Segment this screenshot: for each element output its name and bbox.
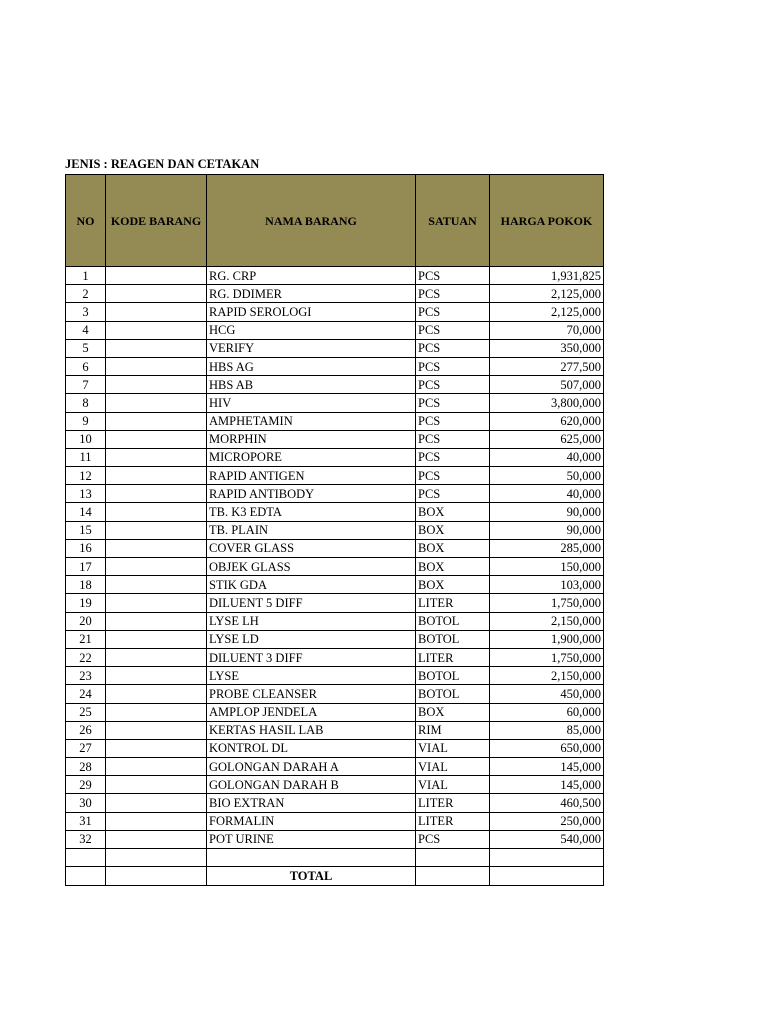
cell-no: 27 (66, 739, 106, 757)
cell-harga-pokok: 1,900,000 (490, 630, 604, 648)
cell-harga-pokok: 460,500 (490, 794, 604, 812)
cell-harga-pokok: 350,000 (490, 339, 604, 357)
cell-nama-barang: RAPID ANTIGEN (207, 467, 416, 485)
table-row (66, 685, 604, 703)
table-row (66, 521, 604, 539)
table-row (66, 758, 604, 776)
cell-kode-barang (106, 830, 207, 848)
cell-satuan: PCS (416, 376, 490, 394)
cell-kode-barang (106, 594, 207, 612)
cell-kode-barang (106, 467, 207, 485)
cell-satuan: LITER (416, 812, 490, 830)
table-row (66, 412, 604, 430)
cell-satuan: PCS (416, 448, 490, 466)
table-row (66, 430, 604, 448)
blank-cell (106, 849, 207, 867)
cell-harga-pokok: 250,000 (490, 812, 604, 830)
table-row (66, 357, 604, 375)
cell-nama-barang: LYSE LH (207, 612, 416, 630)
cell-harga-pokok: 2,125,000 (490, 303, 604, 321)
cell-nama-barang: PROBE CLEANSER (207, 685, 416, 703)
table-row (66, 739, 604, 757)
cell-nama-barang: RG. CRP (207, 267, 416, 285)
cell-harga-pokok: 2,150,000 (490, 667, 604, 685)
cell-satuan: PCS (416, 339, 490, 357)
cell-nama-barang: DILUENT 5 DIFF (207, 594, 416, 612)
total-cell-kode (106, 867, 207, 886)
cell-satuan: VIAL (416, 776, 490, 794)
table-row (66, 812, 604, 830)
cell-no: 26 (66, 721, 106, 739)
cell-harga-pokok: 145,000 (490, 758, 604, 776)
total-cell-harga (490, 867, 604, 886)
cell-satuan: BOX (416, 539, 490, 557)
cell-nama-barang: OBJEK GLASS (207, 558, 416, 576)
cell-no: 14 (66, 503, 106, 521)
cell-harga-pokok: 3,800,000 (490, 394, 604, 412)
cell-harga-pokok: 150,000 (490, 558, 604, 576)
cell-kode-barang (106, 758, 207, 776)
cell-kode-barang (106, 739, 207, 757)
table-row (66, 467, 604, 485)
cell-satuan: BOX (416, 503, 490, 521)
total-cell-no (66, 867, 106, 886)
table-row (66, 376, 604, 394)
cell-satuan: BOTOL (416, 685, 490, 703)
blank-row (66, 849, 604, 867)
cell-kode-barang (106, 667, 207, 685)
cell-kode-barang (106, 558, 207, 576)
table-row (66, 485, 604, 503)
cell-harga-pokok: 60,000 (490, 703, 604, 721)
cell-nama-barang: RG. DDIMER (207, 285, 416, 303)
table-row (66, 303, 604, 321)
cell-harga-pokok: 90,000 (490, 503, 604, 521)
cell-no: 22 (66, 648, 106, 666)
table-row (66, 703, 604, 721)
blank-cell (207, 849, 416, 867)
cell-nama-barang: LYSE LD (207, 630, 416, 648)
cell-harga-pokok: 620,000 (490, 412, 604, 430)
cell-kode-barang (106, 630, 207, 648)
table-row (66, 794, 604, 812)
cell-nama-barang: MORPHIN (207, 430, 416, 448)
sheet-heading: JENIS : REAGEN DAN CETAKAN (65, 157, 260, 171)
cell-kode-barang (106, 612, 207, 630)
cell-satuan: BOX (416, 703, 490, 721)
cell-satuan: PCS (416, 830, 490, 848)
table-row (66, 448, 604, 466)
table-row (66, 558, 604, 576)
cell-nama-barang: STIK GDA (207, 576, 416, 594)
cell-harga-pokok: 1,931,825 (490, 267, 604, 285)
cell-nama-barang: HBS AG (207, 357, 416, 375)
cell-harga-pokok: 50,000 (490, 467, 604, 485)
price-table (65, 174, 604, 886)
cell-no: 19 (66, 594, 106, 612)
cell-no: 2 (66, 285, 106, 303)
cell-kode-barang (106, 521, 207, 539)
cell-satuan: PCS (416, 412, 490, 430)
cell-satuan: LITER (416, 594, 490, 612)
cell-nama-barang: VERIFY (207, 339, 416, 357)
cell-nama-barang: FORMALIN (207, 812, 416, 830)
cell-harga-pokok: 540,000 (490, 830, 604, 848)
cell-nama-barang: TB. PLAIN (207, 521, 416, 539)
cell-harga-pokok: 85,000 (490, 721, 604, 739)
cell-satuan: PCS (416, 467, 490, 485)
cell-harga-pokok: 2,150,000 (490, 612, 604, 630)
cell-no: 9 (66, 412, 106, 430)
table-row (66, 503, 604, 521)
cell-kode-barang (106, 394, 207, 412)
cell-harga-pokok: 625,000 (490, 430, 604, 448)
table-row (66, 721, 604, 739)
cell-nama-barang: DILUENT 3 DIFF (207, 648, 416, 666)
cell-kode-barang (106, 794, 207, 812)
cell-harga-pokok: 70,000 (490, 321, 604, 339)
cell-no: 1 (66, 267, 106, 285)
cell-nama-barang: KONTROL DL (207, 739, 416, 757)
cell-no: 5 (66, 339, 106, 357)
cell-harga-pokok: 507,000 (490, 376, 604, 394)
cell-nama-barang: POT URINE (207, 830, 416, 848)
table-row (66, 667, 604, 685)
cell-nama-barang: GOLONGAN DARAH A (207, 758, 416, 776)
cell-satuan: PCS (416, 485, 490, 503)
cell-nama-barang: GOLONGAN DARAH B (207, 776, 416, 794)
table-row (66, 648, 604, 666)
blank-cell (66, 849, 106, 867)
cell-satuan: PCS (416, 357, 490, 375)
cell-harga-pokok: 40,000 (490, 485, 604, 503)
cell-no: 4 (66, 321, 106, 339)
table-row (66, 394, 604, 412)
cell-kode-barang (106, 267, 207, 285)
cell-no: 17 (66, 558, 106, 576)
cell-satuan: PCS (416, 267, 490, 285)
column-header-harga-pokok: HARGA POKOK (490, 175, 604, 267)
cell-no: 31 (66, 812, 106, 830)
cell-no: 12 (66, 467, 106, 485)
cell-no: 11 (66, 448, 106, 466)
total-row (66, 867, 604, 886)
cell-kode-barang (106, 321, 207, 339)
cell-satuan: BOX (416, 576, 490, 594)
cell-no: 24 (66, 685, 106, 703)
column-header-kode-barang: KODE BARANG (106, 175, 207, 267)
cell-kode-barang (106, 503, 207, 521)
cell-no: 23 (66, 667, 106, 685)
cell-no: 13 (66, 485, 106, 503)
cell-no: 3 (66, 303, 106, 321)
cell-satuan: PCS (416, 321, 490, 339)
cell-nama-barang: MICROPORE (207, 448, 416, 466)
cell-no: 21 (66, 630, 106, 648)
column-header-nama-barang: NAMA BARANG (207, 175, 416, 267)
blank-cell (490, 849, 604, 867)
cell-satuan: PCS (416, 285, 490, 303)
cell-harga-pokok: 90,000 (490, 521, 604, 539)
cell-no: 16 (66, 539, 106, 557)
cell-nama-barang: AMPLOP JENDELA (207, 703, 416, 721)
cell-kode-barang (106, 303, 207, 321)
cell-harga-pokok: 2,125,000 (490, 285, 604, 303)
cell-nama-barang: TB. K3 EDTA (207, 503, 416, 521)
cell-kode-barang (106, 685, 207, 703)
cell-satuan: PCS (416, 303, 490, 321)
cell-kode-barang (106, 485, 207, 503)
cell-satuan: LITER (416, 794, 490, 812)
cell-satuan: PCS (416, 394, 490, 412)
table-header (66, 175, 604, 267)
cell-kode-barang (106, 721, 207, 739)
cell-satuan: LITER (416, 648, 490, 666)
table-row (66, 612, 604, 630)
cell-harga-pokok: 650,000 (490, 739, 604, 757)
cell-satuan: BOX (416, 558, 490, 576)
cell-satuan: BOTOL (416, 630, 490, 648)
cell-harga-pokok: 103,000 (490, 576, 604, 594)
cell-harga-pokok: 277,500 (490, 357, 604, 375)
cell-no: 20 (66, 612, 106, 630)
cell-kode-barang (106, 285, 207, 303)
cell-no: 28 (66, 758, 106, 776)
blank-cell (416, 849, 490, 867)
cell-no: 8 (66, 394, 106, 412)
cell-no: 29 (66, 776, 106, 794)
cell-no: 25 (66, 703, 106, 721)
table-row (66, 267, 604, 285)
cell-no: 6 (66, 357, 106, 375)
cell-no: 15 (66, 521, 106, 539)
cell-nama-barang: RAPID SEROLOGI (207, 303, 416, 321)
cell-nama-barang: HIV (207, 394, 416, 412)
cell-harga-pokok: 40,000 (490, 448, 604, 466)
cell-nama-barang: COVER GLASS (207, 539, 416, 557)
cell-nama-barang: AMPHETAMIN (207, 412, 416, 430)
cell-nama-barang: KERTAS HASIL LAB (207, 721, 416, 739)
cell-kode-barang (106, 812, 207, 830)
cell-nama-barang: BIO EXTRAN (207, 794, 416, 812)
cell-kode-barang (106, 357, 207, 375)
cell-nama-barang: RAPID ANTIBODY (207, 485, 416, 503)
table-body (66, 267, 604, 849)
cell-satuan: VIAL (416, 739, 490, 757)
table-row (66, 285, 604, 303)
table-row (66, 539, 604, 557)
cell-satuan: PCS (416, 430, 490, 448)
cell-kode-barang (106, 648, 207, 666)
cell-kode-barang (106, 776, 207, 794)
cell-kode-barang (106, 576, 207, 594)
total-label: TOTAL (207, 867, 416, 886)
cell-no: 10 (66, 430, 106, 448)
table-row (66, 339, 604, 357)
cell-kode-barang (106, 539, 207, 557)
table-footer (66, 849, 604, 886)
cell-satuan: BOX (416, 521, 490, 539)
cell-nama-barang: HCG (207, 321, 416, 339)
table-row (66, 576, 604, 594)
table-row (66, 630, 604, 648)
total-cell-satuan (416, 867, 490, 886)
cell-nama-barang: HBS AB (207, 376, 416, 394)
table-row (66, 776, 604, 794)
table-row (66, 594, 604, 612)
cell-nama-barang: LYSE (207, 667, 416, 685)
cell-kode-barang (106, 448, 207, 466)
cell-kode-barang (106, 703, 207, 721)
cell-satuan: RIM (416, 721, 490, 739)
table-row (66, 321, 604, 339)
cell-kode-barang (106, 339, 207, 357)
cell-harga-pokok: 145,000 (490, 776, 604, 794)
cell-no: 7 (66, 376, 106, 394)
cell-harga-pokok: 285,000 (490, 539, 604, 557)
cell-no: 18 (66, 576, 106, 594)
column-header-no: NO (66, 175, 106, 267)
cell-kode-barang (106, 412, 207, 430)
cell-harga-pokok: 1,750,000 (490, 648, 604, 666)
cell-kode-barang (106, 430, 207, 448)
cell-no: 32 (66, 830, 106, 848)
table-row (66, 830, 604, 848)
cell-harga-pokok: 1,750,000 (490, 594, 604, 612)
column-header-satuan: SATUAN (416, 175, 490, 267)
cell-no: 30 (66, 794, 106, 812)
cell-satuan: BOTOL (416, 667, 490, 685)
cell-kode-barang (106, 376, 207, 394)
cell-satuan: VIAL (416, 758, 490, 776)
cell-harga-pokok: 450,000 (490, 685, 604, 703)
cell-satuan: BOTOL (416, 612, 490, 630)
